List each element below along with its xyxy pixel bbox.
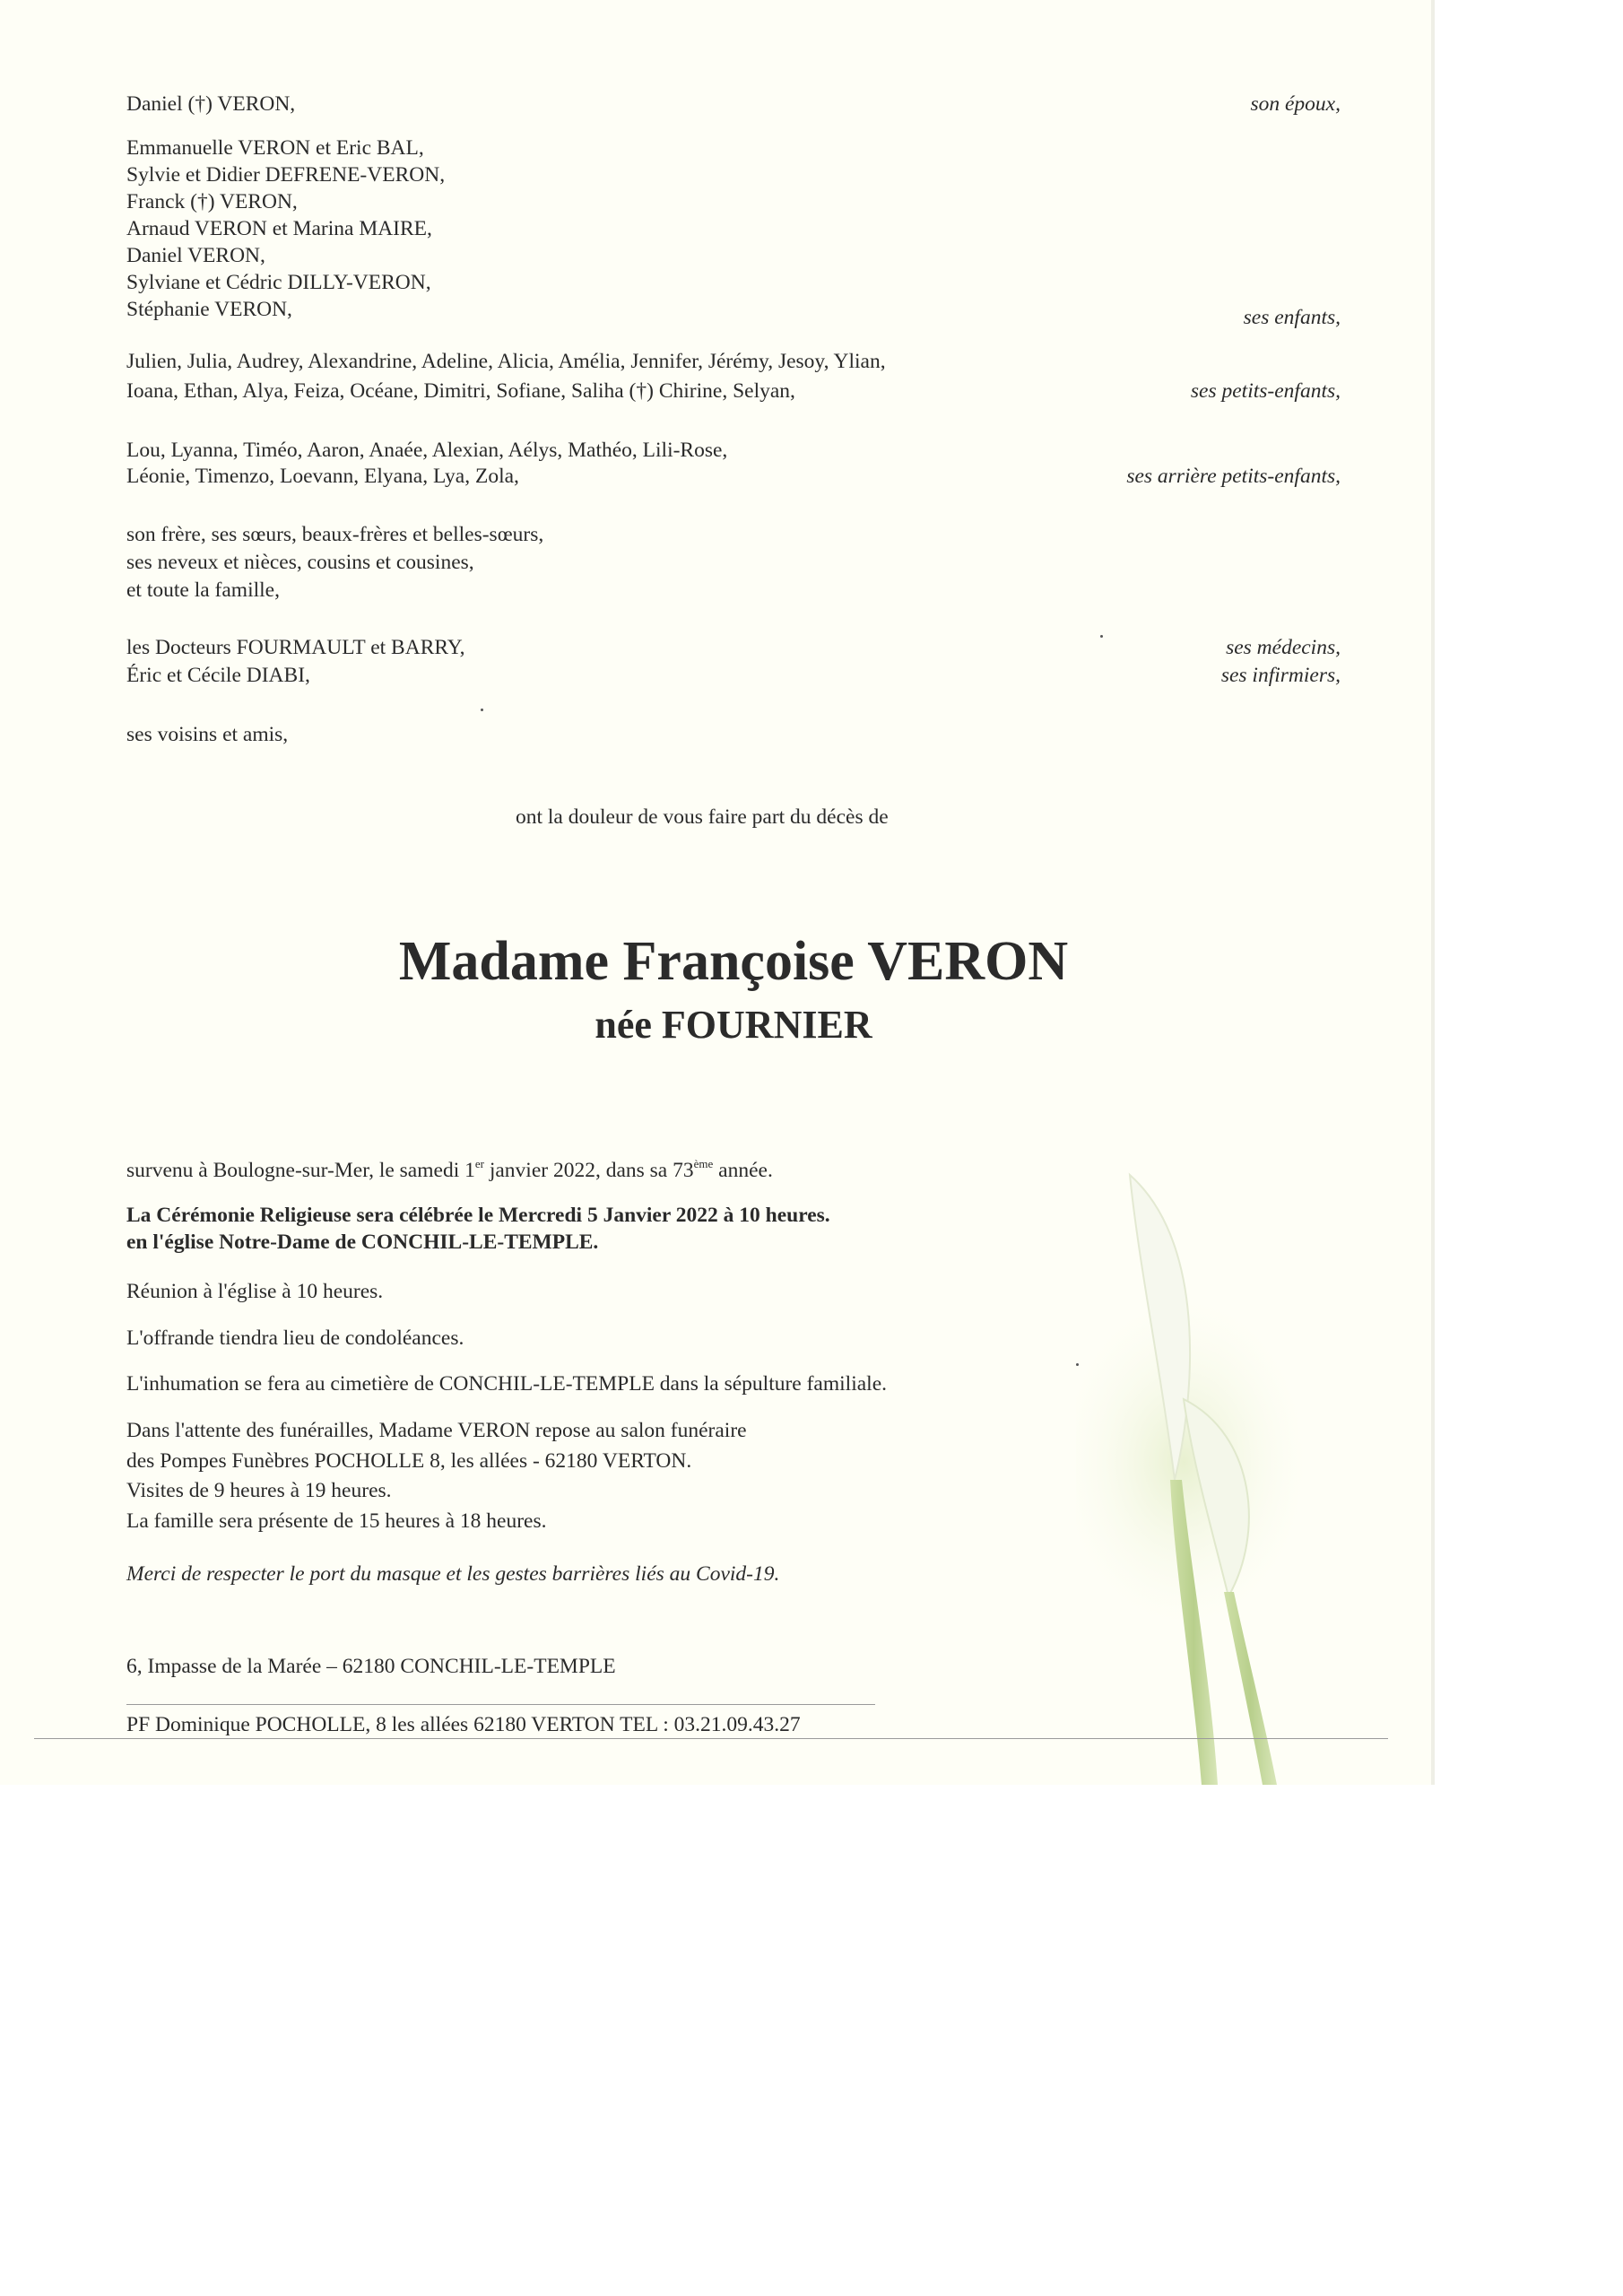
sheet-edge bbox=[1431, 0, 1435, 1785]
offering-line: L'offrande tiendra lieu de condoléances. bbox=[126, 1326, 464, 1350]
carers-line: les Docteurs FOURMAULT et BARRY, bbox=[126, 636, 465, 659]
child-line: Daniel VERON, bbox=[126, 244, 265, 267]
burial-line: L'inhumation se fera au cimetière de CONCHIL-LE-TEMPLE dans la sépulture familiale. bbox=[126, 1372, 887, 1396]
speck bbox=[481, 709, 483, 711]
grandchildren-line: Julien, Julia, Audrey, Alexandrine, Adeline, Alicia, Amélia, Jennifer, Jérémy, Jesoy, Ylian, bbox=[126, 350, 886, 373]
funeral-home-footer: PF Dominique POCHOLLE, 8 les allées 62180 VERTON TEL : 03.21.09.43.27 bbox=[126, 1713, 801, 1736]
death-statement: survenu à Boulogne-sur-Mer, le samedi 1er janvier 2022, dans sa 73ème année. bbox=[126, 1157, 773, 1182]
home-address: 6, Impasse de la Marée – 62180 CONCHIL-LE-TEMPLE bbox=[126, 1655, 616, 1678]
viewing-line: des Pompes Funèbres POCHOLLE 8, les allées - 62180 VERTON. bbox=[126, 1449, 692, 1473]
announcement: ont la douleur de vous faire part du décès de bbox=[516, 805, 889, 829]
viewing-line: Visites de 9 heures à 19 heures. bbox=[126, 1479, 392, 1502]
speck bbox=[1076, 1363, 1079, 1366]
covid-notice: Merci de respecter le port du masque et les gestes barrières liés au Covid-19. bbox=[126, 1562, 780, 1586]
spouse-role: son époux, bbox=[1250, 92, 1341, 116]
ceremony-line: La Cérémonie Religieuse sera célébrée le Mercredi 5 Janvier 2022 à 10 heures. bbox=[126, 1204, 830, 1227]
child-line: Sylvie et Didier DEFRENE-VERON, bbox=[126, 163, 446, 187]
footer-rule-bottom bbox=[34, 1738, 1388, 1739]
viewing-line: Dans l'attente des funérailles, Madame VERON repose au salon funéraire bbox=[126, 1419, 747, 1442]
extended-family-line: ses neveux et nièces, cousins et cousines, bbox=[126, 551, 474, 574]
viewing-line: La famille sera présente de 15 heures à 18 heures. bbox=[126, 1509, 547, 1533]
nurses-role: ses infirmiers, bbox=[1220, 664, 1341, 687]
extended-family-line: son frère, ses sœurs, beaux-frères et belles-sœurs, bbox=[126, 523, 544, 546]
calla-lily-icon bbox=[1076, 1139, 1372, 1785]
extended-family-line: et toute la famille, bbox=[126, 578, 280, 602]
child-line: Franck (†) VERON, bbox=[126, 190, 298, 213]
deceased-maiden-name: née FOURNIER bbox=[595, 1003, 872, 1047]
grandchildren-line: Ioana, Ethan, Alya, Feiza, Océane, Dimitri, Sofiane, Saliha (†) Chirine, Selyan, bbox=[126, 379, 795, 403]
speck bbox=[1100, 635, 1103, 638]
great-grandchildren-line: Léonie, Timenzo, Loevann, Elyana, Lya, Zola, bbox=[126, 465, 519, 488]
great-grandchildren-role: ses arrière petits-enfants, bbox=[1126, 465, 1341, 488]
child-line: Stéphanie VERON, bbox=[126, 298, 292, 321]
grandchildren-role: ses petits-enfants, bbox=[1190, 379, 1341, 403]
carers-line: Éric et Cécile DIABI, bbox=[126, 664, 310, 687]
child-line: Sylviane et Cédric DILLY-VERON, bbox=[126, 271, 431, 294]
child-line: Arnaud VERON et Marina MAIRE, bbox=[126, 217, 432, 240]
child-line: Emmanuelle VERON et Eric BAL, bbox=[126, 136, 424, 160]
spouse-line: Daniel (†) VERON, bbox=[126, 92, 296, 116]
great-grandchildren-line: Lou, Lyanna, Timéo, Aaron, Anaée, Alexian, Aélys, Mathéo, Lili-Rose, bbox=[126, 439, 728, 462]
deceased-name: Madame Françoise VERON bbox=[398, 931, 1069, 992]
neighbours-line: ses voisins et amis, bbox=[126, 723, 289, 746]
footer-rule-top bbox=[126, 1704, 875, 1705]
ceremony-line: en l'église Notre-Dame de CONCHIL-LE-TEMPLE. bbox=[126, 1231, 599, 1254]
children-role: ses enfants, bbox=[1243, 306, 1341, 329]
doctors-role: ses médecins, bbox=[1226, 636, 1341, 659]
meeting-line: Réunion à l'église à 10 heures. bbox=[126, 1280, 384, 1303]
